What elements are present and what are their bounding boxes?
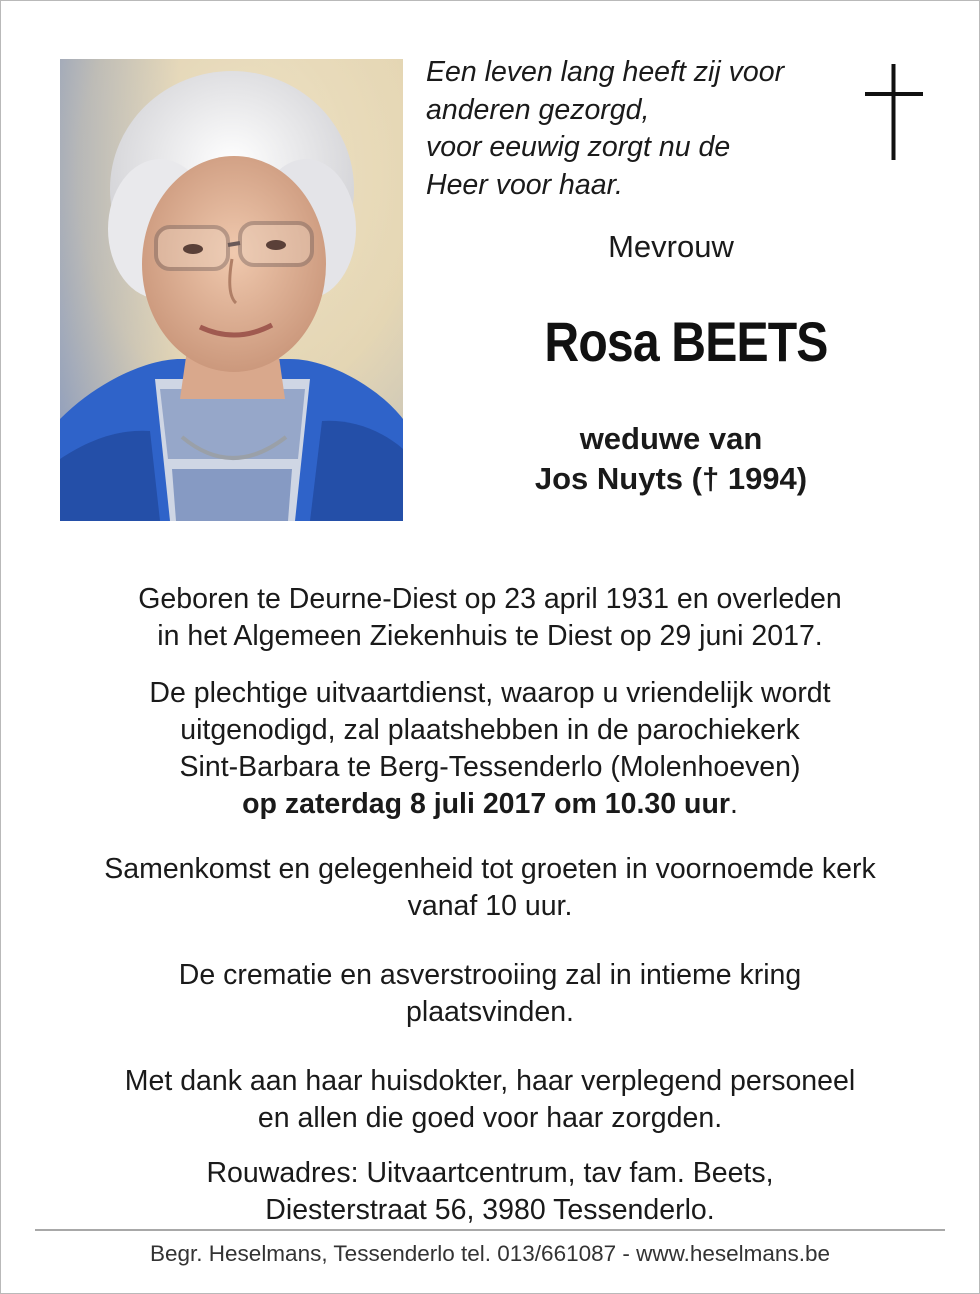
mourning-address xyxy=(1,1155,979,1229)
paragraph-line: vanaf 10 uur. xyxy=(407,890,573,922)
paragraph-line: en allen die goed voor haar zorgden. xyxy=(257,1102,723,1134)
paragraph-line: uitgenodigd, zal plaatshebben in de parochiekerk xyxy=(180,714,800,746)
portrait-photo-icon xyxy=(60,59,403,521)
spouse-info xyxy=(471,419,871,499)
paragraph-line: De plechtige uitvaartdienst, waarop u vriendelijk wordt xyxy=(149,677,831,709)
honorific: Mevrouw xyxy=(608,229,734,264)
paragraph-line: Diesterstraat 56, 3980 Tessenderlo. xyxy=(265,1194,715,1226)
birth-death-paragraph xyxy=(1,581,979,655)
thanks-paragraph xyxy=(1,1063,979,1137)
portrait-photo xyxy=(60,59,403,521)
paragraph-line: Samenkomst en gelegenheid tot groeten in voornoemde kerk xyxy=(104,853,876,885)
paragraph-line: Rouwadres: Uitvaartcentrum, tav fam. Beets, xyxy=(206,1157,774,1189)
poem xyxy=(426,54,846,204)
poem-line: voor eeuwig zorgt nu de xyxy=(426,131,731,163)
funeral-home-footer: Begr. Heselmans, Tessenderlo tel. 013/661087 - www.heselmans.be xyxy=(150,1241,830,1266)
service-datetime-suffix: . xyxy=(729,788,738,820)
poem-line: Heer voor haar. xyxy=(426,168,623,201)
cremation-paragraph xyxy=(1,957,979,1031)
paragraph-line: Met dank aan haar huisdokter, haar verplegend personeel xyxy=(124,1065,856,1097)
paragraph-line: Sint-Barbara te Berg-Tessenderlo (Molenhoeven) xyxy=(179,751,801,783)
service-datetime: op zaterdag 8 juli 2017 om 10.30 uur xyxy=(242,788,730,820)
deceased-name: Rosa BEETS xyxy=(544,310,828,373)
poem-line: anderen gezorgd, xyxy=(426,93,650,126)
paragraph-line: in het Algemeen Ziekenhuis te Diest op 29 juni 2017. xyxy=(157,620,823,652)
spouse-line: weduwe van xyxy=(579,421,763,456)
spouse-name: Jos Nuyts († 1994) xyxy=(534,461,808,496)
paragraph-line: Geboren te Deurne-Diest op 23 april 1931 en overleden xyxy=(138,583,842,615)
service-datetime-line xyxy=(1,786,979,823)
paragraph-line: plaatsvinden. xyxy=(406,996,574,1028)
gathering-paragraph xyxy=(1,851,979,925)
footer-divider xyxy=(35,1229,945,1231)
paragraph-line: De crematie en asverstrooiing zal in intieme kring xyxy=(178,959,802,991)
service-paragraph xyxy=(1,675,979,823)
latin-cross-icon xyxy=(865,64,923,160)
poem-line: Een leven lang heeft zij voor xyxy=(426,56,785,88)
